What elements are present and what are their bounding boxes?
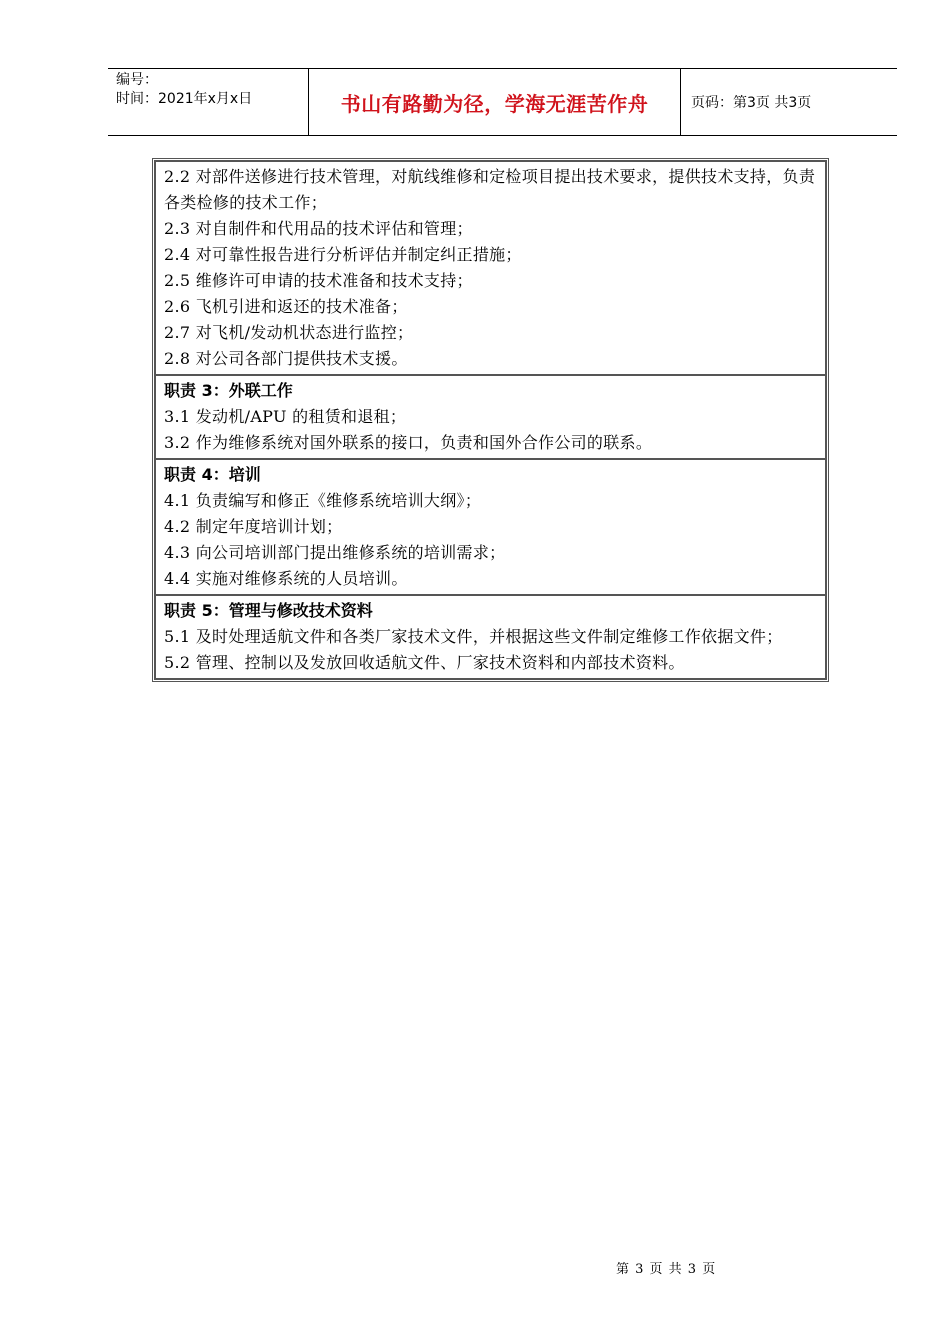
duty-item: 2.7 对飞机/发动机状态进行监控； xyxy=(164,323,414,342)
duty-section-5 xyxy=(156,594,825,678)
duty-item: 4.3 向公司培训部门提出维修系统的培训需求； xyxy=(164,543,506,562)
header-meta xyxy=(108,69,309,135)
duty-item: 4.2 制定年度培训计划； xyxy=(164,517,343,536)
duty-item: 2.5 维修许可申请的技术准备和技术支持； xyxy=(164,271,473,290)
duty-table xyxy=(154,160,827,680)
page-header xyxy=(108,68,897,136)
header-motto: 书山有路勤为径，学海无涯苦作舟 xyxy=(309,69,681,135)
duty-item: 2.6 飞机引进和返还的技术准备； xyxy=(164,297,408,316)
duty-item: 2.3 对自制件和代用品的技术评估和管理； xyxy=(164,219,473,238)
duty-section-3 xyxy=(156,374,825,458)
duty-section-title: 职责 4：培训 xyxy=(164,465,261,484)
duty-item: 3.2 作为维修系统对国外联系的接口，负责和国外合作公司的联系。 xyxy=(164,433,653,452)
document-number-label: 编号： xyxy=(116,72,158,88)
page-footer: 第 3 页 共 3 页 xyxy=(616,1262,717,1277)
duty-section-2-continued xyxy=(156,162,825,374)
document-time-label: 时间：2021年x月x日 xyxy=(116,91,253,107)
duty-item: 2.8 对公司各部门提供技术支援。 xyxy=(164,349,408,368)
duty-section-title: 职责 3：外联工作 xyxy=(164,381,293,400)
duty-item: 5.2 管理、控制以及发放回收适航文件、厂家技术资料和内部技术资料。 xyxy=(164,653,685,672)
duty-section-4 xyxy=(156,458,825,594)
duty-section-title: 职责 5：管理与修改技术资料 xyxy=(164,601,373,620)
duty-item: 2.2 对部件送修进行技术管理，对航线维修和定检项目提出技术要求，提供技术支持，负责各类检修的技术工作； xyxy=(164,167,816,212)
duty-item: 5.1 及时处理适航文件和各类厂家技术文件，并根据这些文件制定维修工作依据文件； xyxy=(164,627,783,646)
duty-item: 4.4 实施对维修系统的人员培训。 xyxy=(164,569,408,588)
header-page-number: 页码：第3页 共3页 xyxy=(691,95,812,111)
duty-item: 4.1 负责编写和修正《维修系统培训大纲》； xyxy=(164,491,482,510)
duty-item: 3.1 发动机/APU 的租赁和退租； xyxy=(164,407,407,426)
duty-item: 2.4 对可靠性报告进行分析评估并制定纠正措施； xyxy=(164,245,522,264)
